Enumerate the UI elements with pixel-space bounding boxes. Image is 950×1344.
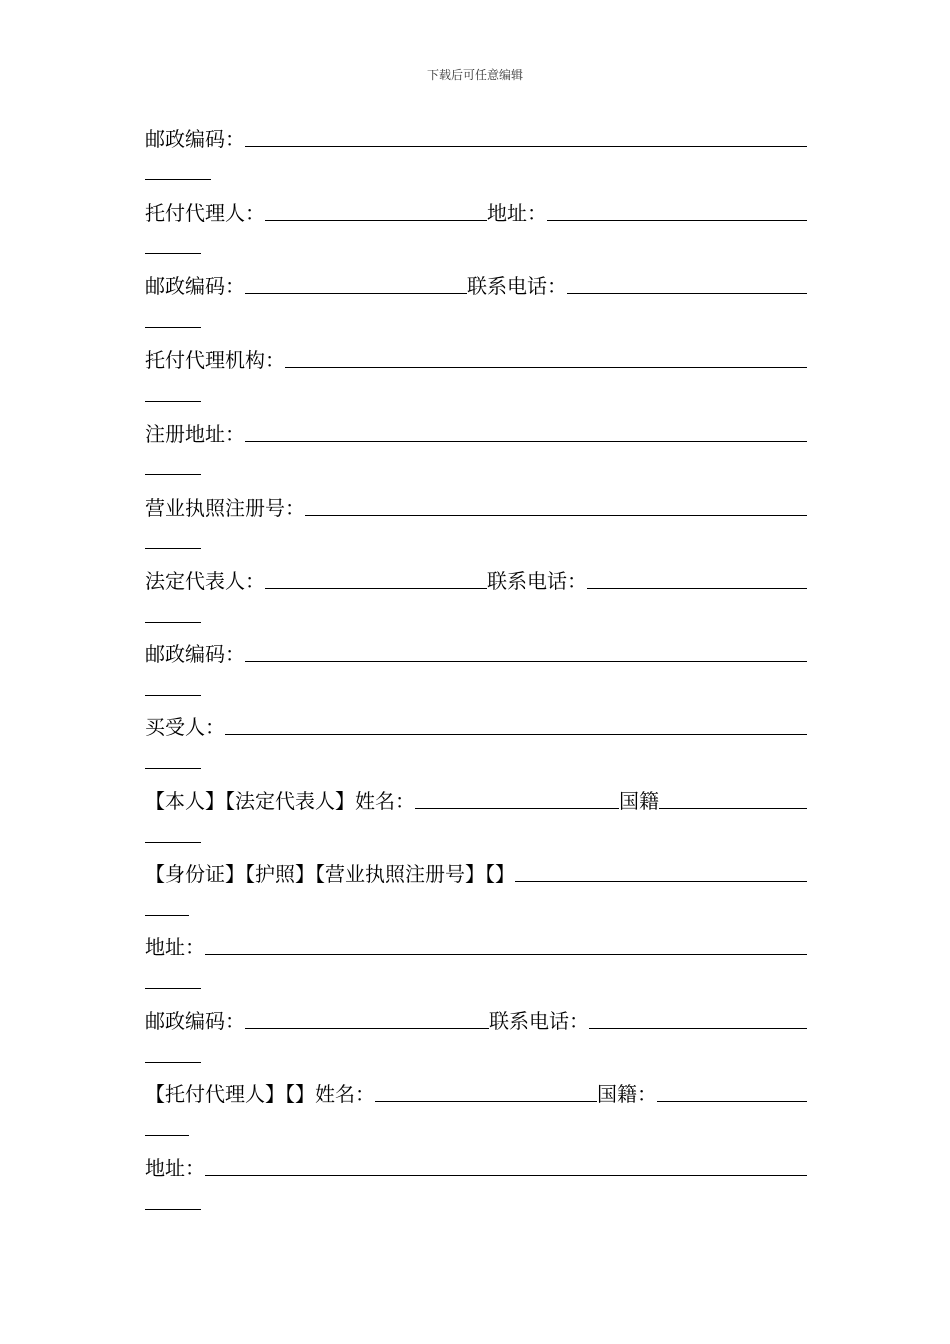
nationality-label: 国籍 [619,789,659,813]
nationality-blank-continuation [145,1135,189,1136]
address-blank-continuation [145,988,201,989]
field-agent [145,195,807,225]
agent-address-blank[interactable] [547,198,807,221]
field-business-license [145,490,807,520]
postal-code-blank-continuation [145,179,211,180]
postal-code-blank[interactable] [245,1006,489,1029]
postal-code-blank[interactable] [245,639,807,662]
phone-label: 联系电话： [489,1009,589,1033]
field-address-2 [145,1150,807,1180]
nationality-blank[interactable] [657,1079,807,1102]
address-label: 地址： [145,935,205,959]
agent-blank[interactable] [265,198,487,221]
buyer-blank[interactable] [225,712,807,735]
buyer-label: 买受人： [145,715,225,739]
field-postal-phone-2 [145,1003,807,1033]
field-legal-rep [145,563,807,593]
nationality-label: 国籍： [597,1082,657,1106]
postal-code-label: 邮政编码： [145,274,245,298]
business-license-label: 营业执照注册号： [145,496,305,520]
address-blank[interactable] [205,932,807,955]
nationality-blank-continuation [145,842,201,843]
phone-blank[interactable] [587,566,807,589]
agent-name-label: 【托付代理人】【】姓名： [145,1082,375,1106]
postal-code-blank[interactable] [245,271,467,294]
postal-code-label: 邮政编码： [145,1009,245,1033]
postal-code-label: 邮政编码： [145,642,245,666]
field-postal-code-2 [145,636,807,666]
field-buyer [145,709,807,739]
agency-blank[interactable] [285,345,807,368]
legal-rep-label: 法定代表人： [145,569,265,593]
business-license-blank-continuation [145,548,201,549]
field-postal-code [145,121,807,151]
field-agent-name [145,1076,807,1106]
agent-address-blank-continuation [145,253,201,254]
phone-blank[interactable] [589,1006,807,1029]
field-address [145,929,807,959]
phone-blank[interactable] [567,271,807,294]
page-header: 下载后可任意编辑 [426,68,523,82]
registered-address-label: 注册地址： [145,422,245,446]
field-person-name [145,783,807,813]
registered-address-blank-continuation [145,474,201,475]
buyer-blank-continuation [145,768,201,769]
nationality-blank[interactable] [659,786,807,809]
id-document-blank-continuation [145,915,189,916]
phone-blank-continuation [145,622,201,623]
business-license-blank[interactable] [305,493,807,516]
agency-blank-continuation [145,401,201,402]
agent-name-blank[interactable] [375,1079,597,1102]
person-name-label: 【本人】【法定代表人】姓名： [145,789,415,813]
phone-blank-continuation [145,1062,201,1063]
registered-address-blank[interactable] [245,419,807,442]
field-agency [145,342,807,372]
agency-label: 托付代理机构： [145,348,285,372]
field-registered-address [145,416,807,446]
postal-code-blank-continuation [145,695,201,696]
address-blank-continuation [145,1209,201,1210]
phone-label: 联系电话： [467,274,567,298]
id-document-label: 【身份证】【护照】【营业执照注册号】【】 [145,862,515,886]
postal-code-blank[interactable] [245,124,807,147]
postal-code-label: 邮政编码： [145,127,245,151]
id-document-blank[interactable] [515,859,807,882]
phone-label: 联系电话： [487,569,587,593]
agent-label: 托付代理人： [145,201,265,225]
address-label: 地址： [145,1156,205,1180]
agent-address-label: 地址： [487,201,547,225]
field-id-document [145,856,807,886]
field-postal-phone-1 [145,268,807,298]
legal-rep-blank[interactable] [265,566,487,589]
person-name-blank[interactable] [415,786,619,809]
address-blank[interactable] [205,1153,807,1176]
phone-blank-continuation [145,327,201,328]
